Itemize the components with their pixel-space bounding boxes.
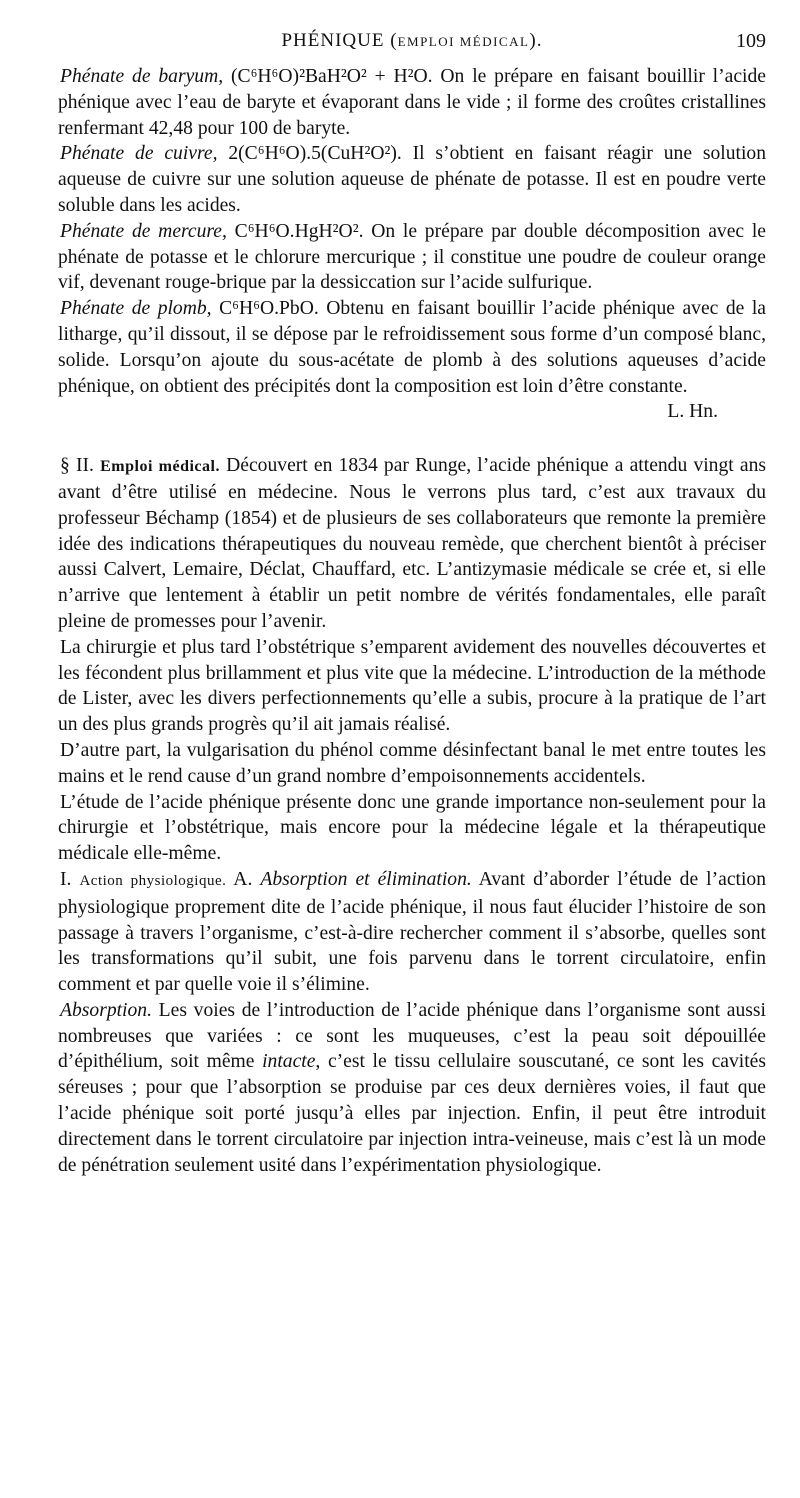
paragraph-text: Les voies de l’introduction de l’acide phénique dans l’organisme sont aussi nombreuses que variées : ce sont les muqueuses, c’est la peau soit dépouillée d’épithélium, soit même (58, 999, 766, 1073)
compound-name: Phénate de mercure, (60, 220, 227, 242)
paragraph-etude: L’étude de l’acide phénique présente donc une grande importance non-seulement pour la chirurgie et l’obstétrique, mais encore pour la médecine légale et la thérapeutique médicale elle-même. (58, 791, 766, 865)
running-title-main: PHÉNIQUE ( (281, 30, 398, 51)
paragraph-action-physiologique (58, 867, 766, 998)
chemical-formula: (C⁶H⁶O)²BaH²O² + H²O. (230, 66, 433, 87)
paragraph-phenate-baryum (58, 64, 766, 141)
paragraph-text: Découvert en 1834 par Runge, l’acide phénique a attendu vingt ans avant d’être utilisé en médecine. Nous le verrons plus tard, c’est aux travaux du professeur Béchamp (1854) et de plusieurs de ses collaborateurs que remonte la première idée des indications thérapeutiques du nouveau remède, que cherchent bientôt à préciser aussi Calvert, Lemaire, Déclat, Chauffard, etc. L’antizymasie médicale se crée et, si elle n’arrive que lentement à établir un petit nombre de vérités fondamentales, elle paraît pleine de promesses pour l’avenir. (58, 455, 766, 632)
paragraph-chirurgie: La chirurgie et plus tard l’obstétrique s’emparent avidement des nouvelles découvertes et les fécondent plus brillamment et plus vite que la médecine. L’introduction de la méthode de Lister, avec les divers perfectionnements qu’elle a subis, procure à la pratique de l’art un des plus grands progrès qu’il ait jamais réalisé. (58, 636, 766, 736)
section-emploi-medical (58, 453, 766, 635)
chemical-formula: C⁶H⁶O.PbO. (219, 298, 319, 320)
compound-name: Phénate de baryum, (60, 66, 224, 87)
paragraph-heading: Absorption. (60, 999, 152, 1021)
subsection-number: I. (60, 868, 72, 890)
subsection-letter: A. (226, 868, 261, 890)
paragraph-vulgarisation: D’autre part, la vulgarisation du phénol comme désinfectant banal le met entre toutes les mains et le rend cause d’un grand nombre d’empoisonnements accidentels. (58, 739, 766, 787)
section-mark: § II. (60, 455, 94, 477)
section-gap (58, 425, 766, 453)
compound-name: Phénate de plomb, (60, 298, 212, 320)
paragraph-text: Obtenu en faisant bouillir l’acide phénique avec de la litharge, qu’il dissout, il se dépose par le refroidissement sous forme d’un composé blanc, solide. Lorsqu’on ajoute du sous-acétate de plomb à des solutions aqueuses d’acide phénique, on obtient des précipités dont la composition est loin d’être constante. (58, 298, 766, 397)
compound-name: Phénate de cuivre, (60, 143, 218, 165)
paragraph-phenate-mercure (58, 219, 766, 296)
running-title-small: EMPLOI MÉDICAL (397, 34, 530, 49)
body-text (58, 64, 766, 1178)
emphasis: intacte (262, 1051, 316, 1073)
running-title (58, 30, 766, 52)
running-title-end: ). (529, 30, 543, 51)
subsection-title: Absorption et élimination. (260, 868, 472, 890)
running-header (58, 30, 766, 58)
paragraph-text: Avant d’aborder l’étude de l’action physiologique proprement dite de l’acide phénique, il nous faut élucider l’histoire de son passage à travers l’organisme, c’est-à-dire rechercher comment il s’absorbe, quelles sont les transformations qu’il subit, une fois parvenu dans le torrent circulatoire, enfin comment et par quelle voie il s’élimine. (58, 868, 767, 996)
paragraph-text: Il s’obtient en faisant réagir une solution aqueuse de cuivre sur une solution aqueuse de phénate de potasse. Il est en poudre verte soluble dans les acides. (58, 143, 766, 216)
chemical-formula: 2(C⁶H⁶O).5(CuH²O²). (228, 143, 402, 165)
chemical-formula: C⁶H⁶O.HgH²O². (234, 220, 364, 242)
paragraph-absorption (58, 998, 766, 1179)
paragraph-phenate-plomb (58, 296, 766, 399)
paragraph-text: On le prépare en faisant bouillir l’acide phénique avec l’eau de baryte et évaporant dans le vide ; il forme des croûtes cristallines renfermant 42,48 pour 100 de baryte. (58, 66, 766, 139)
author-signature: L. Hn. (667, 401, 718, 423)
section-heading: Emploi médical. (100, 458, 220, 476)
paragraph-text: On le prépare par double décomposition avec le phénate de potasse et le chlorure mercurique ; il constitue une poudre de couleur orange vif, devenant rouge-brique par la dessiccation sur l’acide sulfurique. (58, 220, 766, 294)
paragraph-phenate-cuivre (58, 141, 766, 218)
page-number: 109 (736, 30, 766, 52)
subsection-heading: Action physiologique. (79, 872, 227, 889)
paragraph-text: , c’est le tissu cellulaire souscutané, ce sont les cavités séreuses ; pour que l’absorption se produise par ces deux dernières voies, il faut que l’acide phénique soit porté jusqu’à elles par injection. Enfin, il peut être introduit directement dans le torrent circulatoire par injection intra-veineuse, mais c’est là un mode de pénétration seulement usité dans l’expérimentation physiologique. (58, 1051, 766, 1176)
